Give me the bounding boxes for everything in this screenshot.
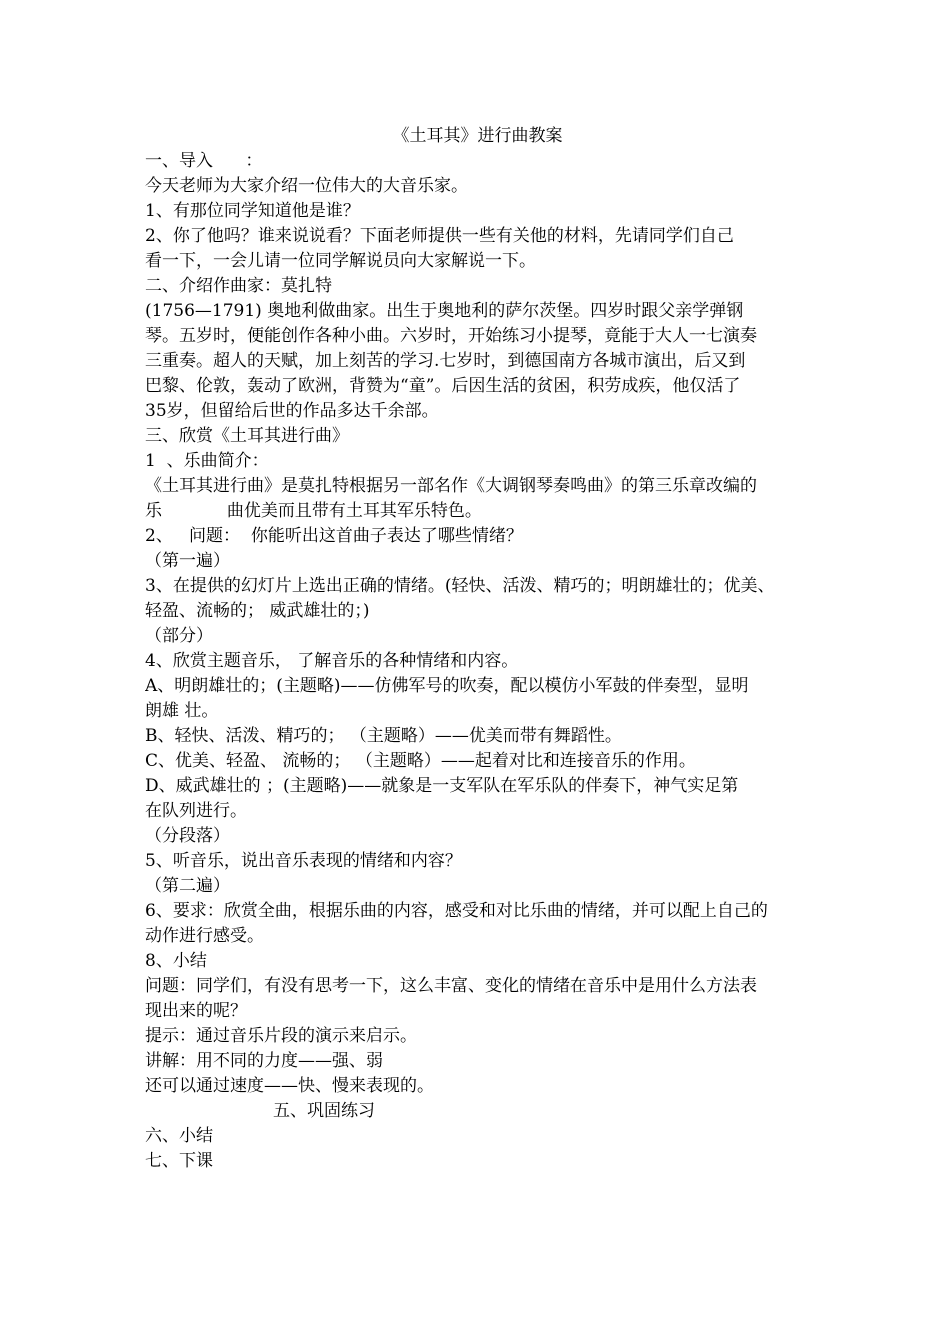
paragraph-line: 今天老师为大家介绍一位伟大的大音乐家。 [145, 176, 468, 196]
paragraph-line: 巴黎、伦敦，轰动了欧洲，背赞为“童”。后因生活的贫困，积劳成疾，他仅活了 [145, 376, 741, 396]
paragraph-line: 1、有那位同学知道他是谁？ [145, 201, 360, 221]
section-heading-practice: 五、巩固练习 [273, 1101, 375, 1121]
paragraph-line: (1756—1791) 奥地利做曲家。出生于奥地利的萨尔茨堡。四岁时跟父亲学弹钢 [145, 301, 744, 321]
paragraph-line: 轻盈、流畅的； 威武雄壮的；) [145, 601, 370, 621]
paragraph-line: 现出来的呢？ [145, 1001, 247, 1021]
section-heading-summary: 六、小结 [145, 1126, 213, 1146]
paragraph-line: 1 、乐曲简介： [145, 451, 269, 471]
section-heading-composer: 二、介绍作曲家：莫扎特 [145, 276, 332, 296]
paragraph-line: 2、 问题： 你能听出这首曲子表达了哪些情绪？ [145, 526, 523, 546]
paragraph-line: 《土耳其进行曲》是莫扎特根据另一部名作《大调钢琴奏鸣曲》的第三乐章改编的 [145, 476, 757, 496]
section-heading-dismiss: 七、下课 [145, 1151, 213, 1171]
paragraph-line: 2、你了他吗？谁来说说看？下面老师提供一些有关他的材料，先请同学们自己 [145, 226, 734, 246]
paragraph-line: 5、听音乐，说出音乐表现的情绪和内容？ [145, 851, 462, 871]
paragraph-line: A、明朗雄壮的；(主题略)——仿佛军号的吹奏，配以模仿小军鼓的伴奏型，显明 [145, 676, 749, 696]
paragraph-line: 在队列进行。 [145, 801, 247, 821]
paragraph-line: 讲解：用不同的力度——强、弱 [145, 1051, 383, 1071]
paragraph-line: 6、要求：欣赏全曲，根据乐曲的内容，感受和对比乐曲的情绪，并可以配上自己的 [145, 901, 768, 921]
paragraph-line: 提示：通过音乐片段的演示来启示。 [145, 1026, 417, 1046]
document-title: 《土耳其》进行曲教案 [392, 126, 563, 146]
paragraph-line: 问题：同学们，有没有思考一下，这么丰富、变化的情绪在音乐中是用什么方法表 [145, 976, 757, 996]
document-body [145, 124, 810, 1174]
paragraph-line: 8、小结 [145, 951, 207, 971]
paragraph-line: 3、在提供的幻灯片上选出正确的情绪。(轻快、活泼、精巧的；明朗雄壮的；优美、 [145, 576, 775, 596]
paragraph-line: （第二遍） [145, 876, 230, 896]
paragraph-line: 三重奏。超人的天赋，加上刻苦的学习.七岁时，到德国南方各城市演出，后又到 [145, 351, 746, 371]
paragraph-line: （部分） [145, 626, 213, 646]
paragraph-line: 琴。五岁时，便能创作各种小曲。六岁时，开始练习小提琴，竟能于大人一七演奏 [145, 326, 757, 346]
paragraph-line: 乐 曲优美而且带有土耳其军乐特色。 [145, 501, 482, 521]
paragraph-line: （分段落） [145, 826, 230, 846]
paragraph-line: D、威武雄壮的 ；(主题略)——就象是一支军队在军乐队的伴奏下，神气实足第 [145, 776, 739, 796]
paragraph-line: 4、欣赏主题音乐， 了解音乐的各种情绪和内容。 [145, 651, 519, 671]
section-heading-intro: 一、导入 ： [145, 151, 263, 171]
paragraph-line: 看一下，一会儿请一位同学解说员向大家解说一下。 [145, 251, 536, 271]
paragraph-line: C、优美、轻盈、 流畅的； （主题略）——起着对比和连接音乐的作用。 [145, 751, 696, 771]
paragraph-line: 还可以通过速度——快、慢来表现的。 [145, 1076, 434, 1096]
paragraph-line: 朗雄 壮。 [145, 701, 219, 721]
paragraph-line: 动作进行感受。 [145, 926, 264, 946]
section-heading-appreciation: 三、欣赏《土耳其进行曲》 [145, 426, 349, 446]
paragraph-line: B、轻快、活泼、精巧的； （主题略）——优美而带有舞蹈性。 [145, 726, 622, 746]
paragraph-line: （第一遍） [145, 551, 230, 571]
paragraph-line: 35岁，但留给后世的作品多达千余部。 [145, 401, 439, 421]
